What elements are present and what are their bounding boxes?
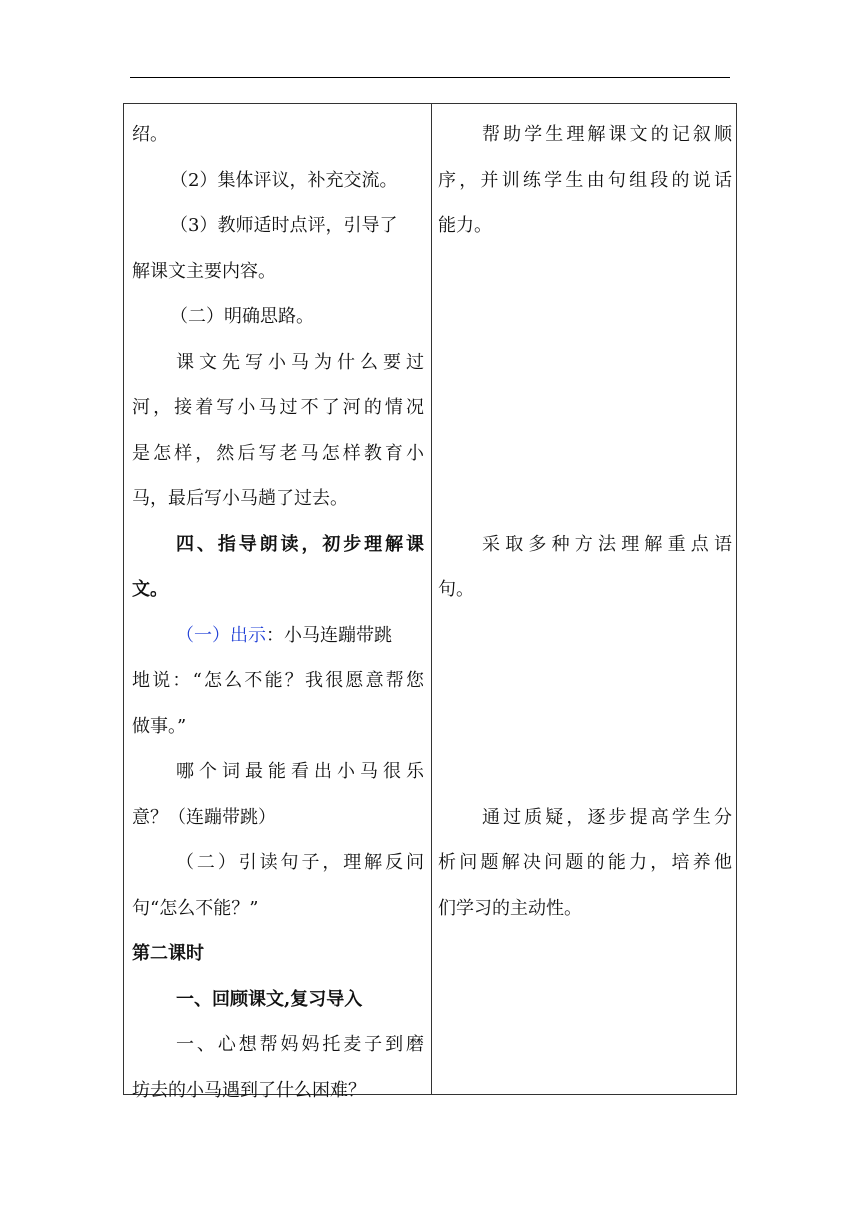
- lesson-table: [123, 103, 737, 1101]
- section-heading: 一、回顾课文,复习导入: [176, 988, 363, 1010]
- text-line: 马，最后写小马趟了过去。: [132, 488, 348, 509]
- text-line: （2）集体评议，补充交流。: [170, 169, 398, 191]
- text-line: 能力。: [438, 215, 492, 236]
- text-line: 坊去的小马遇到了什么困难？: [132, 1079, 366, 1101]
- text-line: 绍。: [132, 124, 168, 145]
- text-line: 句“怎么不能？”: [132, 897, 259, 919]
- text-line: 做事。”: [132, 715, 187, 737]
- text-line: [132, 613, 424, 659]
- section-heading: 四、指导朗读，初步理解课: [176, 533, 424, 555]
- lesson-heading: 第二课时: [132, 943, 204, 964]
- text-line: 意？（连蹦带跳）: [132, 806, 276, 828]
- text-line: 们学习的主动性。: [438, 897, 582, 919]
- text-line: 地说：“怎么不能？我很愿意帮您: [132, 670, 424, 691]
- text-span: ：小马连蹦带跳: [266, 624, 392, 646]
- text-line: 课文先写小马为什么要过: [176, 351, 424, 373]
- text-line: 析问题解决问题的能力，培养他: [438, 852, 732, 873]
- text-line: 采取多种方法理解重点语: [482, 533, 732, 555]
- highlight-label: （一）出示: [176, 624, 266, 646]
- text-line: 哪个词最能看出小马很乐: [176, 761, 424, 782]
- text-line: 句。: [438, 579, 474, 600]
- text-line: 序，并训练学生由句组段的说话: [438, 169, 732, 191]
- column-divider: [431, 104, 432, 1094]
- text-line: 河，接着写小马过不了河的情况: [132, 397, 424, 418]
- text-line: 帮助学生理解课文的记叙顺: [482, 124, 732, 145]
- text-line: 是怎样，然后写老马怎样教育小: [132, 442, 424, 464]
- text-line: 解课文主要内容。: [132, 260, 276, 282]
- header-rule: [130, 77, 730, 78]
- design-intent-column: [438, 112, 732, 931]
- section-heading: 文。: [132, 579, 168, 600]
- text-line: （3）教师适时点评，引导了: [170, 215, 398, 236]
- teaching-process-column: [132, 112, 424, 1113]
- text-line: （二）明确思路。: [170, 306, 314, 327]
- text-line: （二）引读句子，理解反问: [176, 852, 424, 873]
- text-line: 通过质疑，逐步提高学生分: [482, 806, 732, 828]
- text-line: 一、心想帮妈妈托麦子到磨: [176, 1034, 424, 1055]
